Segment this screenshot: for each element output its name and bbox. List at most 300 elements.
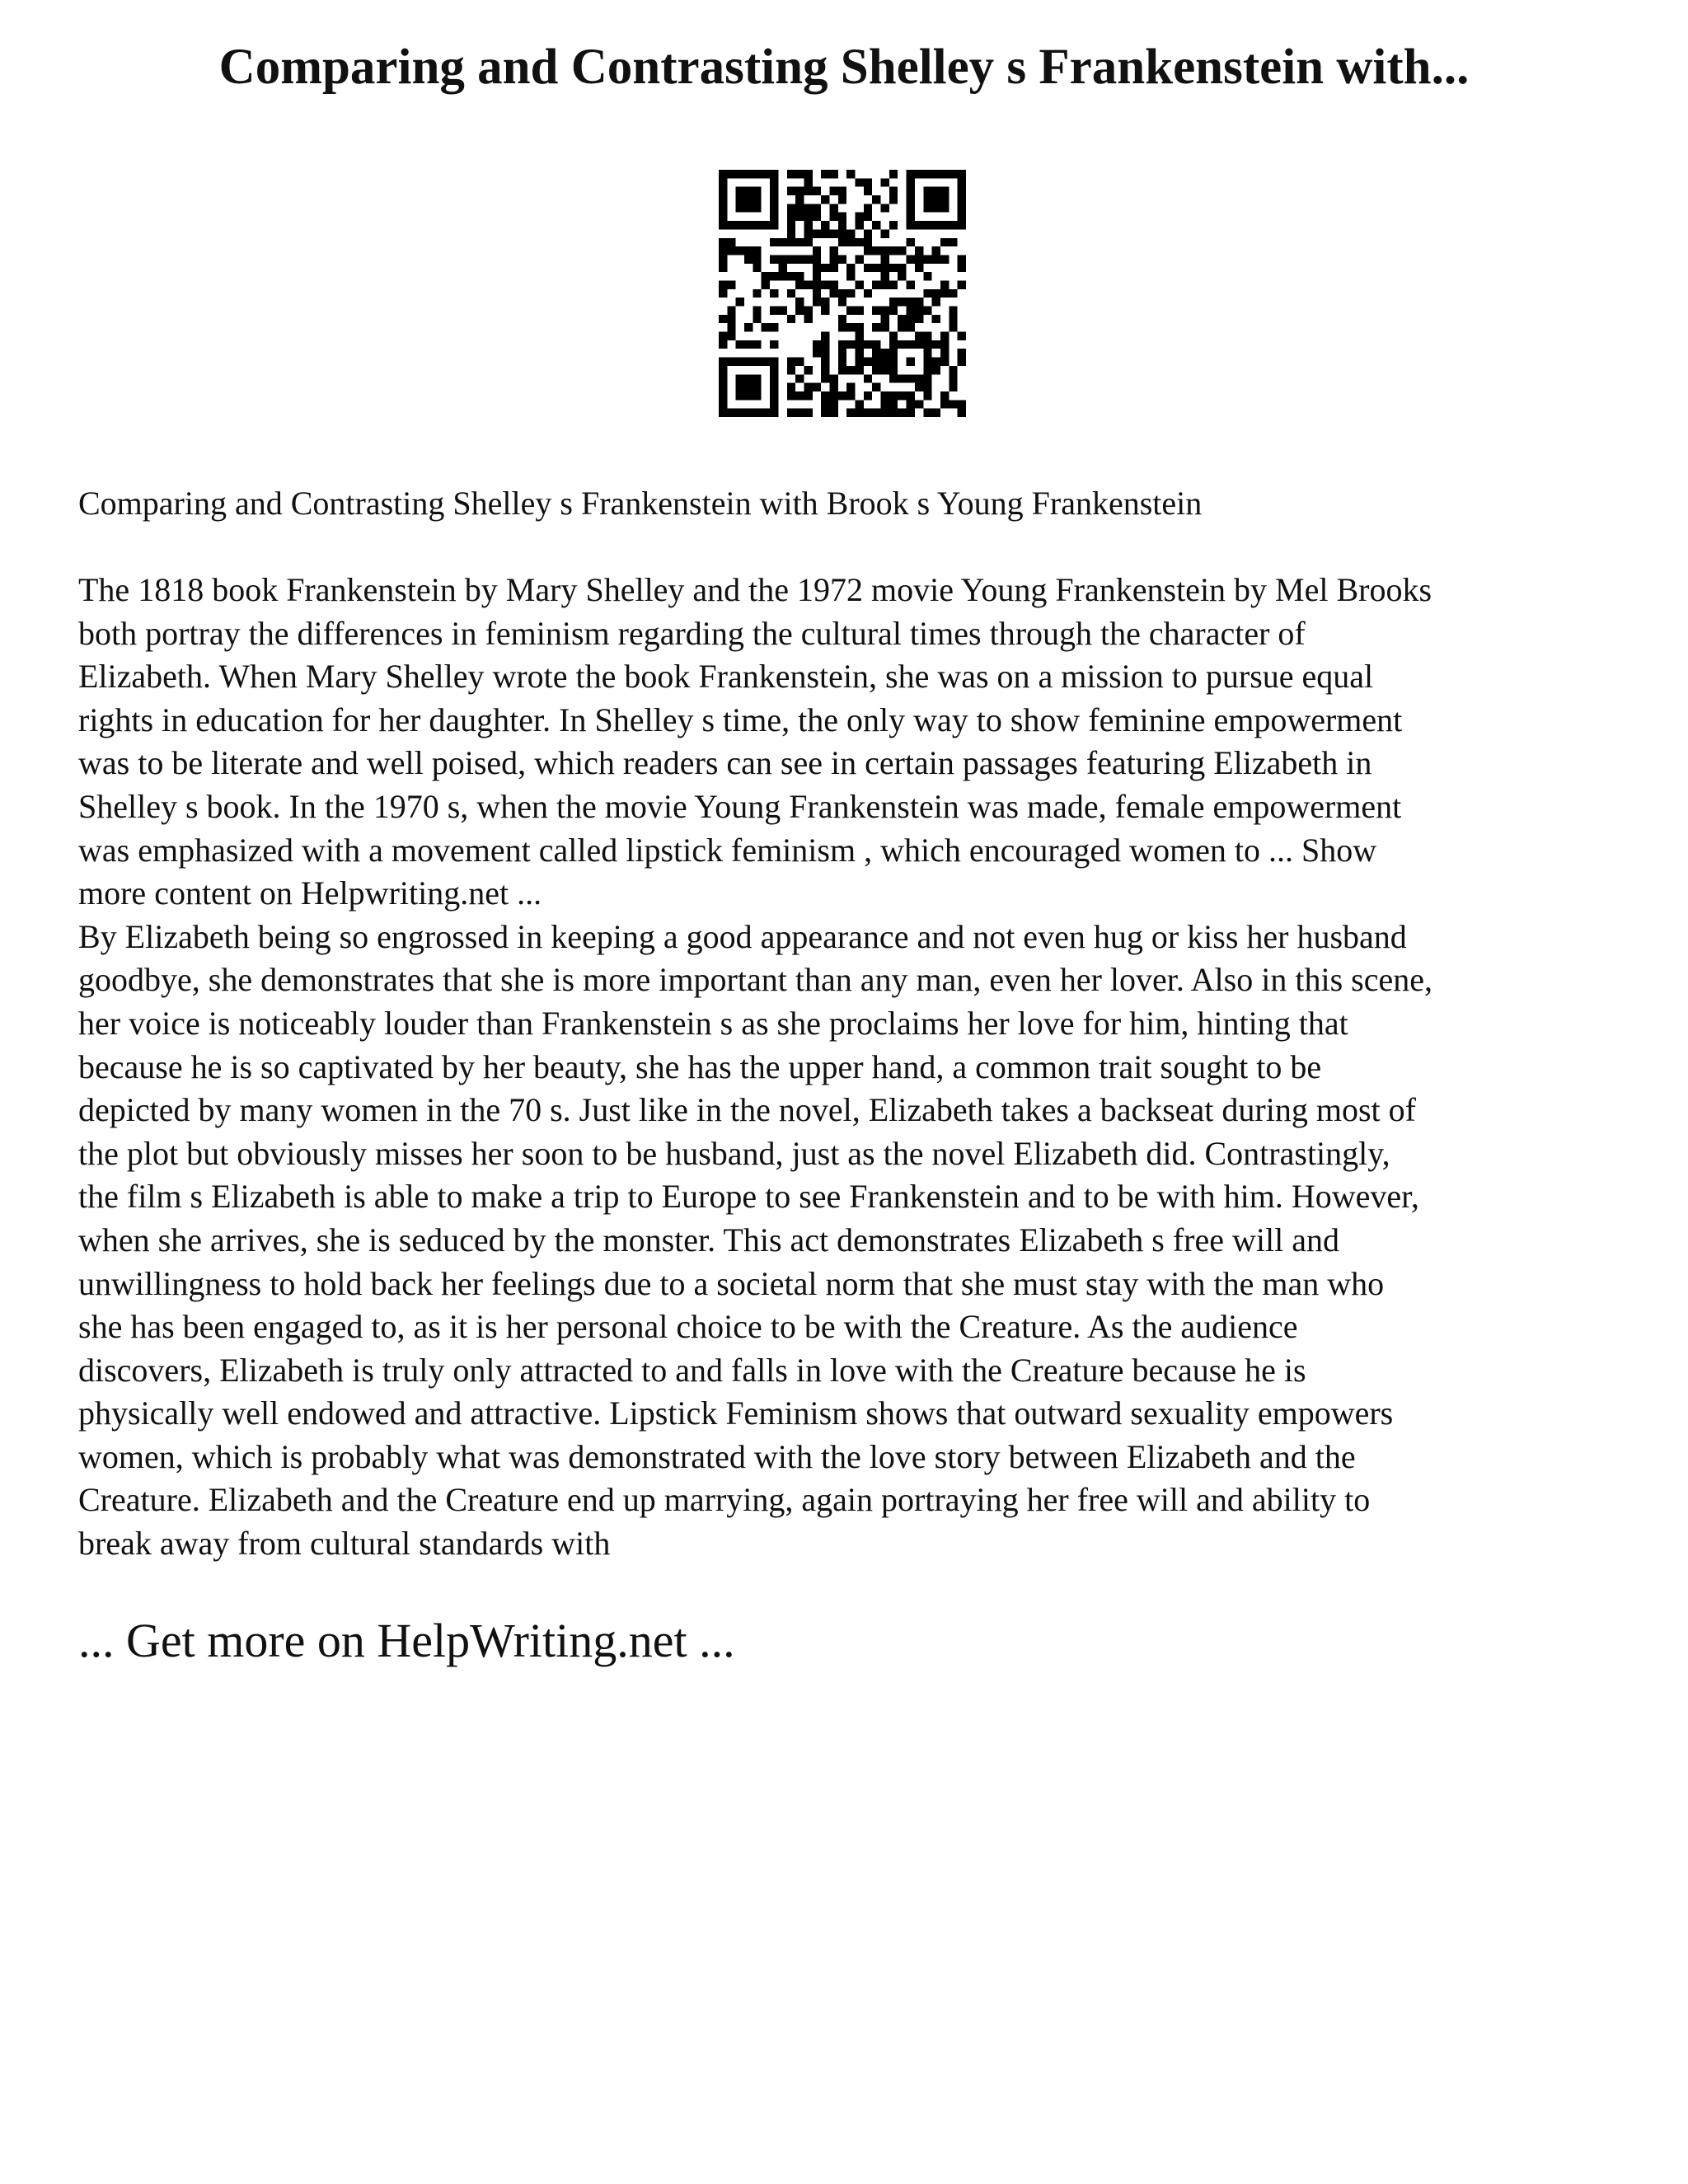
qr-module-308 xyxy=(719,358,727,366)
qr-module-29 xyxy=(719,187,727,195)
qr-module-8 xyxy=(795,170,804,178)
qr-module-394 xyxy=(829,400,837,408)
qr-module-26 xyxy=(881,178,889,186)
qr-module-353 xyxy=(898,374,906,382)
qr-module-37 xyxy=(813,187,821,195)
qr-module-400 xyxy=(940,400,949,408)
qr-module-307 xyxy=(958,349,966,357)
qr-module-212 xyxy=(829,289,837,298)
qr-module-357 xyxy=(949,374,957,382)
qr-module-292 xyxy=(898,340,906,349)
qr-module-161 xyxy=(881,255,889,263)
article-body xyxy=(78,569,1628,1566)
qr-module-260 xyxy=(762,323,770,331)
qr-module-230 xyxy=(727,307,735,315)
qr-module-263 xyxy=(846,323,855,331)
qr-module-350 xyxy=(829,374,837,382)
qr-module-234 xyxy=(795,307,804,315)
qr-module-341 xyxy=(932,366,940,374)
qr-module-358 xyxy=(719,383,727,391)
qr-module-318 xyxy=(838,358,846,366)
qr-module-184 xyxy=(778,272,786,280)
qr-module-213 xyxy=(838,289,846,298)
qr-module-31 xyxy=(744,187,753,195)
qr-module-314 xyxy=(770,358,778,366)
qr-module-99 xyxy=(804,221,812,229)
qr-module-291 xyxy=(889,340,898,349)
qr-module-89 xyxy=(907,213,915,221)
qr-module-122 xyxy=(727,238,735,246)
qr-module-97 xyxy=(770,221,778,229)
qr-module-302 xyxy=(872,349,880,357)
qr-module-311 xyxy=(744,358,753,366)
qr-module-54 xyxy=(838,195,846,204)
qr-module-220 xyxy=(736,298,744,306)
qr-module-110 xyxy=(949,221,957,229)
qr-module-32 xyxy=(753,187,761,195)
qr-module-134 xyxy=(949,238,957,246)
qr-module-195 xyxy=(795,280,804,288)
qr-module-356 xyxy=(923,374,931,382)
qr-module-154 xyxy=(787,255,795,263)
qr-module-119 xyxy=(864,229,872,237)
qr-module-312 xyxy=(753,358,761,366)
qr-module-269 xyxy=(949,323,957,331)
qr-module-344 xyxy=(736,374,744,382)
qr-module-7 xyxy=(787,170,795,178)
qr-module-360 xyxy=(744,383,753,391)
qr-module-96 xyxy=(762,221,770,229)
qr-module-297 xyxy=(940,340,949,349)
qr-module-169 xyxy=(753,264,761,272)
qr-module-398 xyxy=(907,400,915,408)
qr-module-56 xyxy=(889,195,898,204)
qr-module-306 xyxy=(940,349,949,357)
qr-module-274 xyxy=(889,332,898,340)
qr-module-121 xyxy=(719,238,727,246)
qr-module-355 xyxy=(915,374,923,382)
qr-module-175 xyxy=(864,264,872,272)
qr-module-322 xyxy=(881,358,889,366)
qr-module-338 xyxy=(881,366,889,374)
qr-module-93 xyxy=(736,221,744,229)
paragraph-intro: The 1818 book Frankenstein by Mary Shelley and the 1972 movie Young Frankenstein by Mel Brooks both portray the differences in feminism regarding the cultural times through the character of Elizabeth. When Mary Shelley wrote the book Frankenstein, she was on a mission to pursue equal rights in education for her daughter. In Shelley s time, the only way to show feminine empowerment was to be literate and well poised, which readers can see in certain passages featuring Elizabeth in Shelley s book. In the 1970 s, when the movie Young Frankenstein was made, female empowerment was emphasized with a movement called lipstick feminism , which encouraged women to ... Show more content on Helpwriting.net ... xyxy=(78,571,1432,912)
qr-module-422 xyxy=(907,409,915,417)
qr-module-193 xyxy=(727,280,735,288)
qr-module-342 xyxy=(949,366,957,374)
get-more-link[interactable]: ... Get more on HelpWriting.net ... xyxy=(78,1614,735,1667)
qr-module-142 xyxy=(864,246,872,255)
qr-module-117 xyxy=(838,229,846,237)
qr-module-324 xyxy=(907,358,915,366)
qr-module-72 xyxy=(864,204,872,212)
qr-module-94 xyxy=(744,221,753,229)
qr-module-132 xyxy=(907,238,915,246)
qr-module-9 xyxy=(804,170,812,178)
qr-module-48 xyxy=(736,195,744,204)
qr-module-10 xyxy=(821,170,829,178)
qr-module-49 xyxy=(744,195,753,204)
qr-module-163 xyxy=(915,255,923,263)
qr-module-225 xyxy=(889,298,898,306)
qr-module-284 xyxy=(813,340,821,349)
qr-module-391 xyxy=(719,400,727,408)
qr-module-76 xyxy=(932,204,940,212)
qr-module-380 xyxy=(821,391,829,400)
qr-module-98 xyxy=(787,221,795,229)
qr-module-144 xyxy=(881,246,889,255)
qr-module-397 xyxy=(889,400,898,408)
qr-module-130 xyxy=(856,238,864,246)
qr-module-374 xyxy=(744,391,753,400)
qr-module-329 xyxy=(719,366,727,374)
qr-module-339 xyxy=(889,366,898,374)
qr-module-414 xyxy=(829,409,837,417)
qr-module-60 xyxy=(940,195,949,204)
qr-module-340 xyxy=(923,366,931,374)
qr-module-90 xyxy=(958,213,966,221)
qr-module-136 xyxy=(727,246,735,255)
qr-module-196 xyxy=(804,280,812,288)
qr-module-240 xyxy=(881,307,889,315)
qr-module-392 xyxy=(770,400,778,408)
qr-module-262 xyxy=(838,323,846,331)
qr-module-305 xyxy=(923,349,931,357)
qr-module-5 xyxy=(762,170,770,178)
qr-module-39 xyxy=(838,187,846,195)
qr-module-419 xyxy=(881,409,889,417)
qr-module-164 xyxy=(923,255,931,263)
qr-module-171 xyxy=(813,264,821,272)
qr-module-53 xyxy=(821,195,829,204)
qr-module-70 xyxy=(813,204,821,212)
qr-module-386 xyxy=(889,391,898,400)
qr-module-393 xyxy=(821,400,829,408)
qr-module-410 xyxy=(787,409,795,417)
qr-module-258 xyxy=(727,323,735,331)
qr-module-349 xyxy=(821,374,829,382)
qr-module-242 xyxy=(907,307,915,315)
qr-module-55 xyxy=(872,195,880,204)
qr-module-65 xyxy=(753,204,761,212)
qr-module-80 xyxy=(770,213,778,221)
qr-module-150 xyxy=(744,255,753,263)
qr-module-241 xyxy=(889,307,898,315)
qr-module-279 xyxy=(719,340,727,349)
qr-module-270 xyxy=(719,332,727,340)
qr-module-207 xyxy=(719,289,727,298)
qr-module-343 xyxy=(719,374,727,382)
qr-module-152 xyxy=(770,255,778,263)
qr-module-407 xyxy=(753,409,761,417)
qr-module-379 xyxy=(804,391,812,400)
qr-module-294 xyxy=(915,340,923,349)
qr-module-333 xyxy=(821,366,829,374)
qr-module-11 xyxy=(829,170,837,178)
qr-module-363 xyxy=(787,383,795,391)
qr-module-304 xyxy=(889,349,898,357)
qr-module-351 xyxy=(864,374,872,382)
qr-module-399 xyxy=(915,400,923,408)
qr-module-273 xyxy=(856,332,864,340)
qr-module-215 xyxy=(864,289,872,298)
qr-module-129 xyxy=(846,238,855,246)
qr-module-359 xyxy=(736,383,744,391)
qr-module-18 xyxy=(940,170,949,178)
qr-module-275 xyxy=(915,332,923,340)
qr-module-287 xyxy=(846,340,855,349)
qr-module-21 xyxy=(719,178,727,186)
qr-module-267 xyxy=(898,323,906,331)
qr-module-370 xyxy=(923,383,931,391)
qr-module-309 xyxy=(727,358,735,366)
qr-module-201 xyxy=(872,280,880,288)
qr-module-181 xyxy=(958,264,966,272)
qr-module-383 xyxy=(846,391,855,400)
qr-module-366 xyxy=(829,383,837,391)
qr-module-367 xyxy=(846,383,855,391)
qr-module-408 xyxy=(762,409,770,417)
qr-module-128 xyxy=(838,238,846,246)
qr-module-310 xyxy=(736,358,744,366)
qr-module-216 xyxy=(923,289,931,298)
qr-module-45 xyxy=(940,187,949,195)
qr-module-82 xyxy=(795,213,804,221)
qr-module-296 xyxy=(932,340,940,349)
qr-module-38 xyxy=(829,187,837,195)
qr-module-388 xyxy=(907,391,915,400)
qr-module-79 xyxy=(719,213,727,221)
qr-module-332 xyxy=(804,366,812,374)
qr-module-378 xyxy=(795,391,804,400)
qr-module-158 xyxy=(829,255,837,263)
qr-module-281 xyxy=(744,340,753,349)
qr-module-337 xyxy=(872,366,880,374)
qr-module-361 xyxy=(753,383,761,391)
qr-module-114 xyxy=(813,229,821,237)
qr-module-41 xyxy=(889,187,898,195)
qr-module-232 xyxy=(770,307,778,315)
qr-module-166 xyxy=(940,255,949,263)
qr-module-167 xyxy=(958,255,966,263)
qr-module-251 xyxy=(838,315,846,323)
qr-module-315 xyxy=(787,358,795,366)
qr-module-208 xyxy=(753,289,761,298)
qr-module-34 xyxy=(787,187,795,195)
qr-module-107 xyxy=(923,221,931,229)
qr-module-389 xyxy=(923,391,931,400)
qr-module-373 xyxy=(736,391,744,400)
qr-module-101 xyxy=(838,221,846,229)
qr-module-415 xyxy=(846,409,855,417)
qr-module-219 xyxy=(949,289,957,298)
qr-module-57 xyxy=(907,195,915,204)
qr-module-245 xyxy=(949,307,957,315)
qr-module-147 xyxy=(915,246,923,255)
document-title: Comparing and Contrasting Shelley s Frankenstein with... xyxy=(218,40,1470,95)
qr-module-33 xyxy=(770,187,778,195)
qr-module-135 xyxy=(719,246,727,255)
qr-module-417 xyxy=(864,409,872,417)
qr-module-68 xyxy=(795,204,804,212)
qr-module-46 xyxy=(958,187,966,195)
qr-module-239 xyxy=(872,307,880,315)
qr-module-124 xyxy=(778,238,786,246)
qr-module-202 xyxy=(881,280,889,288)
qr-module-112 xyxy=(787,229,795,237)
qr-module-155 xyxy=(795,255,804,263)
qr-module-111 xyxy=(958,221,966,229)
qr-module-0 xyxy=(719,170,727,178)
qr-module-61 xyxy=(958,195,966,204)
qr-module-254 xyxy=(907,315,915,323)
qr-module-385 xyxy=(881,391,889,400)
qr-module-205 xyxy=(940,280,949,288)
qr-module-390 xyxy=(940,391,949,400)
qr-module-334 xyxy=(838,366,846,374)
qr-module-74 xyxy=(907,204,915,212)
qr-module-233 xyxy=(778,307,786,315)
qr-module-331 xyxy=(787,366,795,374)
qr-module-36 xyxy=(804,187,812,195)
qr-module-190 xyxy=(898,272,906,280)
qr-module-403 xyxy=(719,409,727,417)
qr-module-290 xyxy=(872,340,880,349)
qr-module-25 xyxy=(864,178,872,186)
qr-module-276 xyxy=(923,332,931,340)
qr-module-226 xyxy=(898,298,906,306)
qr-module-231 xyxy=(753,307,761,315)
qr-module-44 xyxy=(932,187,940,195)
qr-module-125 xyxy=(787,238,795,246)
qr-module-252 xyxy=(881,315,889,323)
qr-module-416 xyxy=(856,409,864,417)
qr-module-249 xyxy=(787,315,795,323)
qr-module-109 xyxy=(940,221,949,229)
qr-module-66 xyxy=(770,204,778,212)
qr-module-365 xyxy=(813,383,821,391)
qr-module-237 xyxy=(846,307,855,315)
qr-module-143 xyxy=(872,246,880,255)
qr-module-146 xyxy=(898,246,906,255)
qr-module-173 xyxy=(829,264,837,272)
qr-module-194 xyxy=(762,280,770,288)
qr-module-255 xyxy=(915,315,923,323)
qr-module-83 xyxy=(804,213,812,221)
qr-module-283 xyxy=(770,340,778,349)
qr-module-115 xyxy=(821,229,829,237)
qr-module-204 xyxy=(907,280,915,288)
qr-module-210 xyxy=(787,289,795,298)
qr-module-188 xyxy=(846,272,855,280)
qr-module-421 xyxy=(898,409,906,417)
qr-module-75 xyxy=(923,204,931,212)
qr-module-81 xyxy=(787,213,795,221)
qr-module-409 xyxy=(770,409,778,417)
qr-module-405 xyxy=(736,409,744,417)
qr-module-423 xyxy=(923,409,931,417)
qr-module-293 xyxy=(907,340,915,349)
qr-module-303 xyxy=(881,349,889,357)
qr-module-186 xyxy=(795,272,804,280)
qr-module-362 xyxy=(770,383,778,391)
qr-module-278 xyxy=(958,332,966,340)
qr-module-174 xyxy=(846,264,855,272)
qr-module-123 xyxy=(770,238,778,246)
qr-module-369 xyxy=(915,383,923,391)
qr-module-149 xyxy=(719,255,727,263)
qr-module-328 xyxy=(958,358,966,366)
qr-module-323 xyxy=(889,358,898,366)
qr-module-277 xyxy=(940,332,949,340)
qr-module-402 xyxy=(958,400,966,408)
qr-module-200 xyxy=(856,280,864,288)
qr-module-217 xyxy=(932,289,940,298)
qr-module-317 xyxy=(821,358,829,366)
qr-module-211 xyxy=(813,289,821,298)
qr-module-137 xyxy=(736,246,744,255)
qr-module-371 xyxy=(949,383,957,391)
qr-module-261 xyxy=(770,323,778,331)
qr-module-259 xyxy=(744,323,753,331)
qr-module-183 xyxy=(770,272,778,280)
qr-module-69 xyxy=(804,204,812,212)
qr-module-214 xyxy=(846,289,855,298)
qr-module-425 xyxy=(958,409,966,417)
qr-module-327 xyxy=(940,358,949,366)
qr-module-141 xyxy=(829,246,837,255)
qr-module-77 xyxy=(940,204,949,212)
qr-module-172 xyxy=(821,264,829,272)
qr-module-162 xyxy=(907,255,915,263)
qr-module-20 xyxy=(958,170,966,178)
qr-module-295 xyxy=(923,340,931,349)
qr-module-92 xyxy=(727,221,735,229)
qr-module-153 xyxy=(778,255,786,263)
qr-module-387 xyxy=(898,391,906,400)
qr-module-2 xyxy=(736,170,744,178)
qr-module-140 xyxy=(813,246,821,255)
qr-module-104 xyxy=(889,221,898,229)
qr-module-1 xyxy=(727,170,735,178)
qr-module-236 xyxy=(821,307,829,315)
qr-module-325 xyxy=(923,358,931,366)
qr-module-116 xyxy=(829,229,837,237)
qr-module-157 xyxy=(813,255,821,263)
qr-module-285 xyxy=(821,340,829,349)
qr-module-120 xyxy=(881,229,889,237)
qr-module-286 xyxy=(838,340,846,349)
qr-module-222 xyxy=(813,298,821,306)
qr-module-118 xyxy=(846,229,855,237)
qr-module-418 xyxy=(872,409,880,417)
qr-module-253 xyxy=(898,315,906,323)
qr-module-256 xyxy=(932,315,940,323)
qr-module-209 xyxy=(770,289,778,298)
qr-module-192 xyxy=(719,280,727,288)
qr-module-282 xyxy=(753,340,761,349)
qr-module-126 xyxy=(795,238,804,246)
qr-module-346 xyxy=(753,374,761,382)
qr-module-335 xyxy=(846,366,855,374)
qr-module-316 xyxy=(795,358,804,366)
qr-module-288 xyxy=(856,340,864,349)
qr-module-376 xyxy=(770,391,778,400)
qr-module-412 xyxy=(804,409,812,417)
qr-module-127 xyxy=(804,238,812,246)
qr-module-326 xyxy=(932,358,940,366)
qr-module-148 xyxy=(932,246,940,255)
